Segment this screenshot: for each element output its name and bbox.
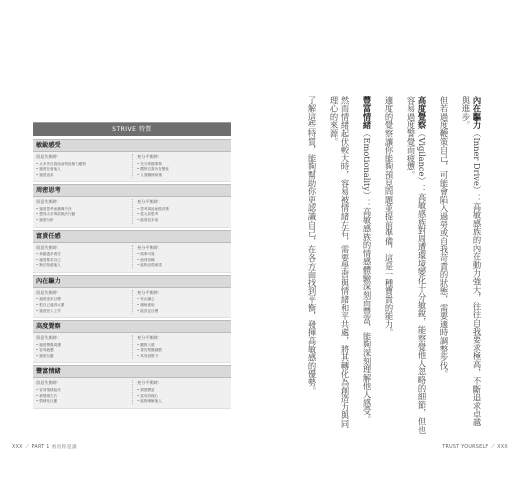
bullet-item: • 過度分析 bbox=[36, 218, 128, 224]
balanced-column bbox=[132, 380, 228, 404]
table-section bbox=[33, 320, 231, 363]
column-heading: 留意失衡時： bbox=[36, 199, 62, 205]
paragraph-text: （Emotionality）：高敏感族的情感體驗深刻而豐富，能夠深刻理解他人感受。 bbox=[362, 129, 372, 424]
table-sections bbox=[33, 139, 231, 409]
section-header: 高度覺察 bbox=[33, 320, 231, 333]
imbalanced-column bbox=[36, 154, 132, 178]
bullet-item: • 過度要求自己 bbox=[36, 258, 128, 264]
bullet-item: • 過度追求 bbox=[36, 173, 128, 179]
bullet-item: • 觀察入微 bbox=[137, 343, 228, 349]
table-title: STRIVE 特質 bbox=[33, 123, 231, 136]
section-header: 豐富情緒 bbox=[33, 365, 231, 378]
paragraph-text: 了解這些特質，能夠幫助你更認識自己，在各方面找到平衡，發揮高敏感的優勢。 bbox=[307, 96, 317, 395]
trait-lead: 內在驅力 bbox=[472, 96, 482, 130]
bullet-item: • 人我關係和諧 bbox=[137, 173, 228, 179]
bullet-item: • 思考周延而做決策 bbox=[137, 207, 228, 213]
section-header: 內在驅力 bbox=[33, 275, 231, 288]
paragraph bbox=[383, 96, 394, 434]
section-header: 周密思考 bbox=[33, 184, 231, 197]
table-section bbox=[33, 230, 231, 273]
paragraph-text: （Inner Drive）：高敏感族的內在動力強大，往往自我要求極高，不斷追求卓越與進步。 bbox=[461, 96, 482, 427]
bullet-item: • 過度反應 bbox=[36, 354, 128, 360]
column-heading: 留意失衡時： bbox=[36, 154, 62, 159]
table-section bbox=[33, 275, 231, 318]
paragraph-text: 然而情緒起伏較大時，容易被情緒左右，需要學習與情緒和平共處，將其轉化為創造力與同理心的來源。 bbox=[329, 96, 350, 428]
left-page bbox=[0, 0, 258, 500]
section-body bbox=[33, 197, 231, 227]
bullet-item: • 太多外在資訊而導致無力應對 bbox=[36, 162, 128, 168]
section-body bbox=[33, 288, 231, 318]
imbalanced-column bbox=[36, 290, 132, 314]
paragraph-text: 適度的覺察讓你能夠預見問題並提前準備，這是一種寶貴的能力。 bbox=[384, 96, 394, 337]
column-heading: 充分平衡時： bbox=[137, 154, 163, 159]
bullet-item: • 值得信賴 bbox=[137, 258, 228, 264]
bullet-item: • 過度追求目標 bbox=[36, 297, 128, 303]
imbalanced-column bbox=[36, 335, 132, 359]
table-section bbox=[33, 365, 231, 408]
bullet-item: • 能夠理解他人 bbox=[137, 399, 228, 405]
paragraph bbox=[460, 96, 482, 434]
paragraph bbox=[328, 96, 350, 434]
body-text bbox=[295, 96, 482, 434]
bullet-item: • 被情緒左右 bbox=[36, 394, 128, 400]
right-page-footer: TRUST YOURSELF ／ XXX bbox=[442, 445, 508, 450]
left-page-footer: XXX ／ PART 1 看出你是誰 bbox=[12, 445, 77, 450]
column-heading: 充分平衡時： bbox=[137, 244, 163, 250]
imbalanced-column bbox=[36, 380, 132, 404]
paragraph bbox=[361, 96, 372, 434]
bullet-item: • 過度思考而猶豫不決 bbox=[36, 207, 128, 213]
section-body bbox=[33, 333, 231, 363]
bullet-item: • 過度在意他人 bbox=[36, 167, 128, 173]
trait-lead: 豐富情緒 bbox=[362, 96, 372, 130]
column-heading: 留意失衡時： bbox=[36, 244, 62, 250]
column-heading: 充分平衡時： bbox=[137, 335, 163, 341]
balanced-column bbox=[132, 245, 228, 269]
bullet-item: • 想得太多導致無法行動 bbox=[36, 212, 128, 218]
balanced-column bbox=[132, 290, 228, 314]
section-header: 敏銳感受 bbox=[33, 139, 231, 152]
section-body bbox=[33, 243, 231, 273]
bullet-item: • 把自己逼得太緊 bbox=[36, 303, 128, 309]
bullet-item: • 無法拒絕他人 bbox=[36, 263, 128, 269]
column-heading: 充分平衡時： bbox=[137, 199, 163, 205]
balanced-column bbox=[132, 335, 228, 359]
table-section bbox=[33, 139, 231, 182]
paragraph bbox=[405, 96, 427, 434]
bullet-item: • 體察自我內在變化 bbox=[137, 167, 228, 173]
column-heading: 留意失衡時： bbox=[36, 380, 62, 386]
bullet-item: • 能夠兌現承諾 bbox=[137, 263, 228, 269]
imbalanced-column bbox=[36, 245, 132, 269]
section-body bbox=[33, 152, 231, 182]
bullet-item: • 容易情緒起伏 bbox=[36, 388, 128, 394]
column-heading: 留意失衡時： bbox=[36, 335, 62, 341]
bullet-item: • 情感豐富 bbox=[137, 388, 228, 394]
bullet-item: • 有企圖心 bbox=[137, 297, 228, 303]
section-body bbox=[33, 378, 231, 408]
column-heading: 充分平衡時： bbox=[137, 289, 163, 295]
bullet-item: • 富有同理心 bbox=[137, 394, 228, 400]
bullet-item: • 善於察覺細節 bbox=[137, 348, 228, 354]
paragraph-text: （Vigilance）：高敏感族對周遭環境變化十分敏銳，能察覺他人忽略的細節，但也容易過度警覺而疲憊。 bbox=[406, 96, 427, 434]
bullet-item: • 情緒化反應 bbox=[36, 399, 128, 405]
trait-lead: 高度覺察 bbox=[417, 96, 427, 130]
bullet-item: • 承擔過多責任 bbox=[36, 252, 128, 258]
imbalanced-column bbox=[36, 199, 132, 223]
bullet-item: • 積極進取 bbox=[137, 303, 228, 309]
bullet-item: • 能預見未來 bbox=[137, 218, 228, 224]
table-section bbox=[33, 184, 231, 227]
bullet-item: • 過度投入工作 bbox=[36, 309, 128, 315]
section-header: 富責任感 bbox=[33, 230, 231, 243]
paragraph bbox=[438, 96, 449, 434]
bullet-item: • 具有洞察力 bbox=[137, 354, 228, 360]
bullet-item: • 充分掌握事物 bbox=[137, 162, 228, 168]
column-heading: 充分平衡時： bbox=[137, 380, 163, 386]
paragraph bbox=[306, 96, 317, 434]
strive-traits-table bbox=[33, 122, 231, 411]
column-heading: 留意失衡時： bbox=[36, 289, 62, 295]
balanced-column bbox=[132, 154, 228, 178]
bullet-item: • 從大局思考 bbox=[137, 212, 228, 218]
bullet-item: • 能設定目標 bbox=[137, 309, 228, 315]
right-page bbox=[262, 0, 520, 500]
bullet-item: • 做事可靠 bbox=[137, 252, 228, 258]
balanced-column bbox=[132, 199, 228, 223]
paragraph-text: 但若過度鞭策自己，可能會陷入過勞或自我苛責的狀態，需要適時調整步伐。 bbox=[439, 96, 449, 379]
bullet-item: • 過度警覺周遭 bbox=[36, 343, 128, 349]
bullet-item: • 容易疲憊 bbox=[36, 348, 128, 354]
